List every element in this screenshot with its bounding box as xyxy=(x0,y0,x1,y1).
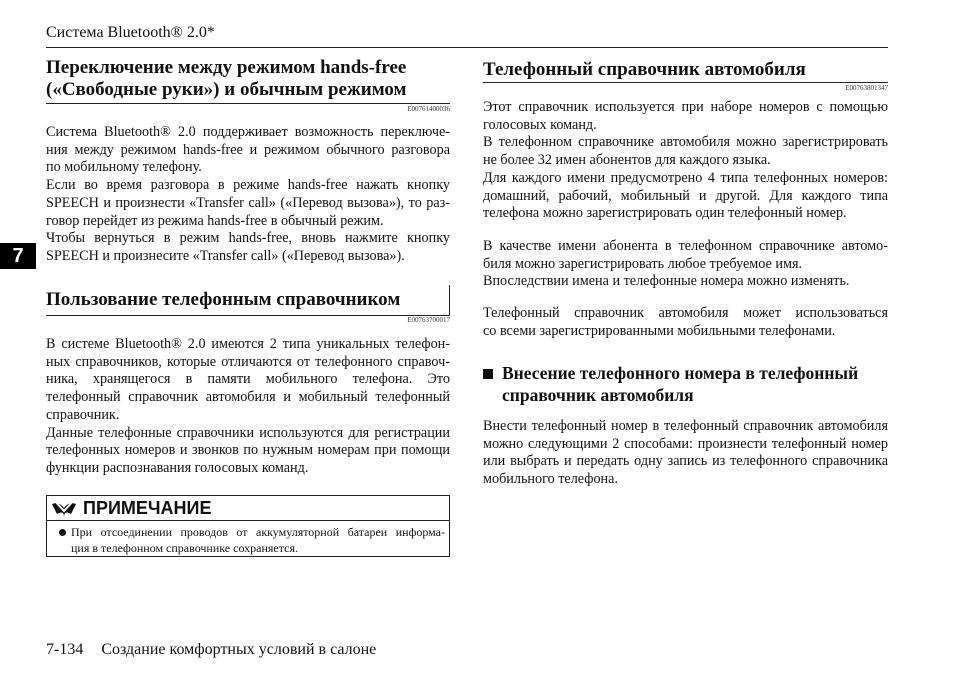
text-line: ция в телефонном справочнике сохраняется. xyxy=(71,541,298,555)
title-line: справочник автомобиля xyxy=(502,385,694,405)
paragraph xyxy=(483,305,888,340)
note-text xyxy=(71,524,445,556)
text-line: со всеми зарегистрированными мобильными телефонами. xyxy=(483,322,836,339)
chapter-tab: 7 xyxy=(0,243,36,269)
text-line: ния между режимом hands-free и режимом обычного разговора xyxy=(46,141,450,158)
text-line: Если во время разговора в режиме hands-free нажать кнопку xyxy=(46,177,450,194)
text-line: голосовых команд. xyxy=(483,116,597,133)
paragraph xyxy=(483,238,888,291)
text-line: ника, хранящегося в памяти мобильного телефона. Это xyxy=(46,371,450,388)
section-title-phonebook: Пользование телефонным справочником xyxy=(46,289,401,310)
text-line: говор перейдет из режима hands-free в обычный режим. xyxy=(46,212,384,229)
section-rule xyxy=(483,82,888,83)
title-side-rule xyxy=(449,285,450,315)
section-title-car-phonebook: Телефонный справочник автомобиля xyxy=(483,59,806,80)
text-line: Для каждого имени предусмотрено 4 типа телефонных номеров: xyxy=(483,169,888,186)
section-code: E00763700017 xyxy=(407,316,450,324)
paragraph xyxy=(483,99,888,223)
book-check-icon xyxy=(51,498,77,518)
text-line: Внести телефонный номер в телефонный справочник автомобиля xyxy=(483,418,888,434)
text-line: можно следующими 2 способами: произнести телефонный номер xyxy=(483,435,888,452)
text-line: Система Bluetooth® 2.0 поддерживает возможность переключе- xyxy=(46,124,450,140)
text-line: SPEECH и произнести «Transfer call» («Перевод вызова»), то раз- xyxy=(46,194,450,211)
section-code: E00763801347 xyxy=(845,84,888,92)
subsection-title xyxy=(483,362,888,406)
text-line: ных справочников, которые отличаются от телефонного справоч- xyxy=(46,353,450,370)
text-line: телефонных номеров и звонков по нужным номерам при помощи xyxy=(46,442,450,459)
text-line: В качестве имени абонента в телефонном справочнике автомо- xyxy=(483,238,888,254)
text-line: Чтобы вернуться в режим hands-free, вновь нажмите кнопку xyxy=(46,230,450,247)
section-title-handsfree xyxy=(46,57,450,101)
text-line: Впоследствии имена и телефонные номера можно изменять. xyxy=(483,273,850,290)
section-body xyxy=(46,336,450,478)
section-body xyxy=(46,124,450,266)
note-title: ПРИМЕЧАНИЕ xyxy=(83,497,212,518)
text-line: В системе Bluetooth® 2.0 имеются 2 типа уникальных телефон- xyxy=(46,336,450,352)
bullet-icon xyxy=(59,529,66,536)
title-line: («Свободные руки») и обычным режимом xyxy=(46,79,407,100)
text-line: телефона можно зарегистрировать один телефонный номер. xyxy=(483,205,847,222)
paragraph xyxy=(483,418,888,489)
text-line: функции распознавания голосовых команд. xyxy=(46,459,309,476)
chapter-name: Создание комфортных условий в салоне xyxy=(101,641,377,658)
page-footer xyxy=(46,641,376,659)
note-header xyxy=(47,496,449,521)
section-code: E00761400036 xyxy=(407,105,450,113)
text-line: по мобильному телефону. xyxy=(46,159,202,176)
note-item xyxy=(47,521,449,556)
square-bullet-icon xyxy=(483,369,493,379)
text-line: SPEECH и произнесите «Transfer call» («Перевод вызова»). xyxy=(46,247,405,264)
title-line: Внесение телефонного номера в телефонный xyxy=(502,363,859,383)
header-rule xyxy=(46,47,888,48)
text-line: или выбрать и передать одну запись из телефонного справочника xyxy=(483,453,888,470)
text-line: биля можно зарегистрировать любое требуемое имя. xyxy=(483,255,803,272)
title-line: Переключение между режимом hands-free xyxy=(46,57,407,78)
text-line: Данные телефонные справочники используются для регистрации xyxy=(46,424,450,441)
note-box xyxy=(46,495,450,557)
running-header: Система Bluetooth® 2.0* xyxy=(46,24,215,41)
text-line: не более 32 имен абонентов для каждого языка. xyxy=(483,152,771,169)
text-line: Этот справочник используется при наборе номеров с помощью xyxy=(483,99,888,115)
text-line: телефонный справочник автомобиля и мобильный телефонный xyxy=(46,389,450,406)
section-rule xyxy=(46,103,450,104)
text-line: При отсоединении проводов от аккумуляторной батареи информа- xyxy=(71,525,445,539)
text-line: Телефонный справочник автомобиля может использоваться xyxy=(483,305,888,321)
text-line: справочник. xyxy=(46,406,120,423)
text-line: домашний, рабочий, мобильный и другой. Для каждого типа xyxy=(483,187,888,204)
text-line: В телефонном справочнике автомобиля можно зарегистрировать xyxy=(483,134,888,151)
text-line: мобильного телефона. xyxy=(483,471,618,488)
page-number: 7-134 xyxy=(46,641,84,658)
